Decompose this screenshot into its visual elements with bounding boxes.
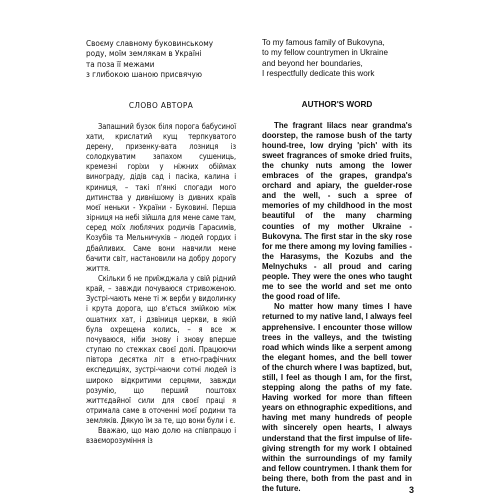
ukrainian-paragraph: Запашний бузок біля порога бабусиної хати, крислатий кущ терпкуватого дерену, призенку-вата лозниця із солодкуватим запахом сушениць, кремезні горіхи у ніжних обіймах винограду, дідів сад і пасіка, калина і криниця, – такі п'янкі спогади мого дитинства у дивнішому із дивних країв моєї неньки - України - Буковині. Перша зірниця на небі зійшла для мене саме там, серед моїх люблячих родичів Гарасимів, Козубів та Мельничуків – людей гордих і дбайливих. Саме вони навчили мене бачити світ, настановили на добру дорогу життя.: [86, 121, 236, 273]
english-column: [262, 38, 412, 493]
english-dedication: [262, 38, 412, 80]
ukrainian-dedication-line: та поза її межами: [86, 58, 155, 69]
ukrainian-paragraph: Скільки б не приїжджала у свій рідний край, – завжди почуваюся стривоженою. Зустрі-чають мене ті ж верби у видолинку і крута дорога, що в'ється змійкою між ошатних хат, і дзвіниця церкви, в якій була охрещена колись, – я все ж почуваюся, ніби знову і знову вперше ступаю по стежках своєї долі. Працюючи півтора десятка літ в етно-графічних експедиціях, зустрі-чаючи сотні людей із широко відкритими серцями, завжди розумію, що перший поштовх життєдайної сили для своєї праці я отримала саме в оточенні моєї родини та земляків. Дякую їм за те, що вони були і є.: [86, 273, 236, 426]
english-dedication-line: I respectfully dedicate this work: [262, 69, 375, 79]
ukrainian-dedication-line: Своєму славному буковинському: [86, 38, 214, 48]
ukrainian-paragraph: Вважаю, що маю долю на співпрацю і взаєморозуміння із: [86, 426, 236, 446]
ukrainian-dedication: [86, 38, 236, 80]
ukrainian-dedication-line: з глибокою шаною присвячую: [86, 69, 202, 80]
english-dedication-line: to my fellow countrymen in Ukraine: [262, 48, 388, 58]
ukrainian-heading: СЛОВО АВТОРА: [128, 99, 194, 110]
ukrainian-column: [86, 38, 236, 486]
page-number: 3: [408, 485, 414, 495]
english-paragraph: No matter how many times I have returned to my native land, I always feel apprehensive. I encounter those willow trees in the valleys, and the twisting road which winds like a serpent among the elegant homes, and the bell tower of the church where I was baptized, but, still, I feel as though I am, for the first, stepping along the paths of my fate. Having worked for more than fifteen years on ethnographic expeditions, and having met many hundreds of people with sincerely open hearts, I always understand that the first impulse of life-giving strength for my work I obtained within the surroundings of my family and fellow countrymen. I thank them for being there, both from the past and in the future.: [262, 302, 412, 493]
english-dedication-line: To my famous family of Bukovyna,: [262, 38, 385, 47]
ukrainian-dedication-line: роду, моїм землякам в Україні: [86, 48, 202, 59]
english-heading: AUTHOR'S WORD: [301, 99, 373, 109]
english-paragraph: The fragrant lilacs near grandma's doorstep, the ramose bush of the tarty hound-tree, low drying 'pich' with its sweet fragrances of smoke dried fruits, the chunky nuts among the lower embraces of the grapes, grandpa's orchard and apiary, the guelder-rose and the well, - such a spree of memories of my childhood in the most beautiful of the many charming counties of my mother Ukraine - Bukovyna. The first star in the sky rose for me there among my loving families - the Harasyms, the Kozubs and the Melnychuks - all proud and caring people. They were the ones who taught me to see the world and set me onto the good road of life.: [262, 120, 412, 302]
english-dedication-line: and beyond her boundaries,: [262, 58, 363, 68]
